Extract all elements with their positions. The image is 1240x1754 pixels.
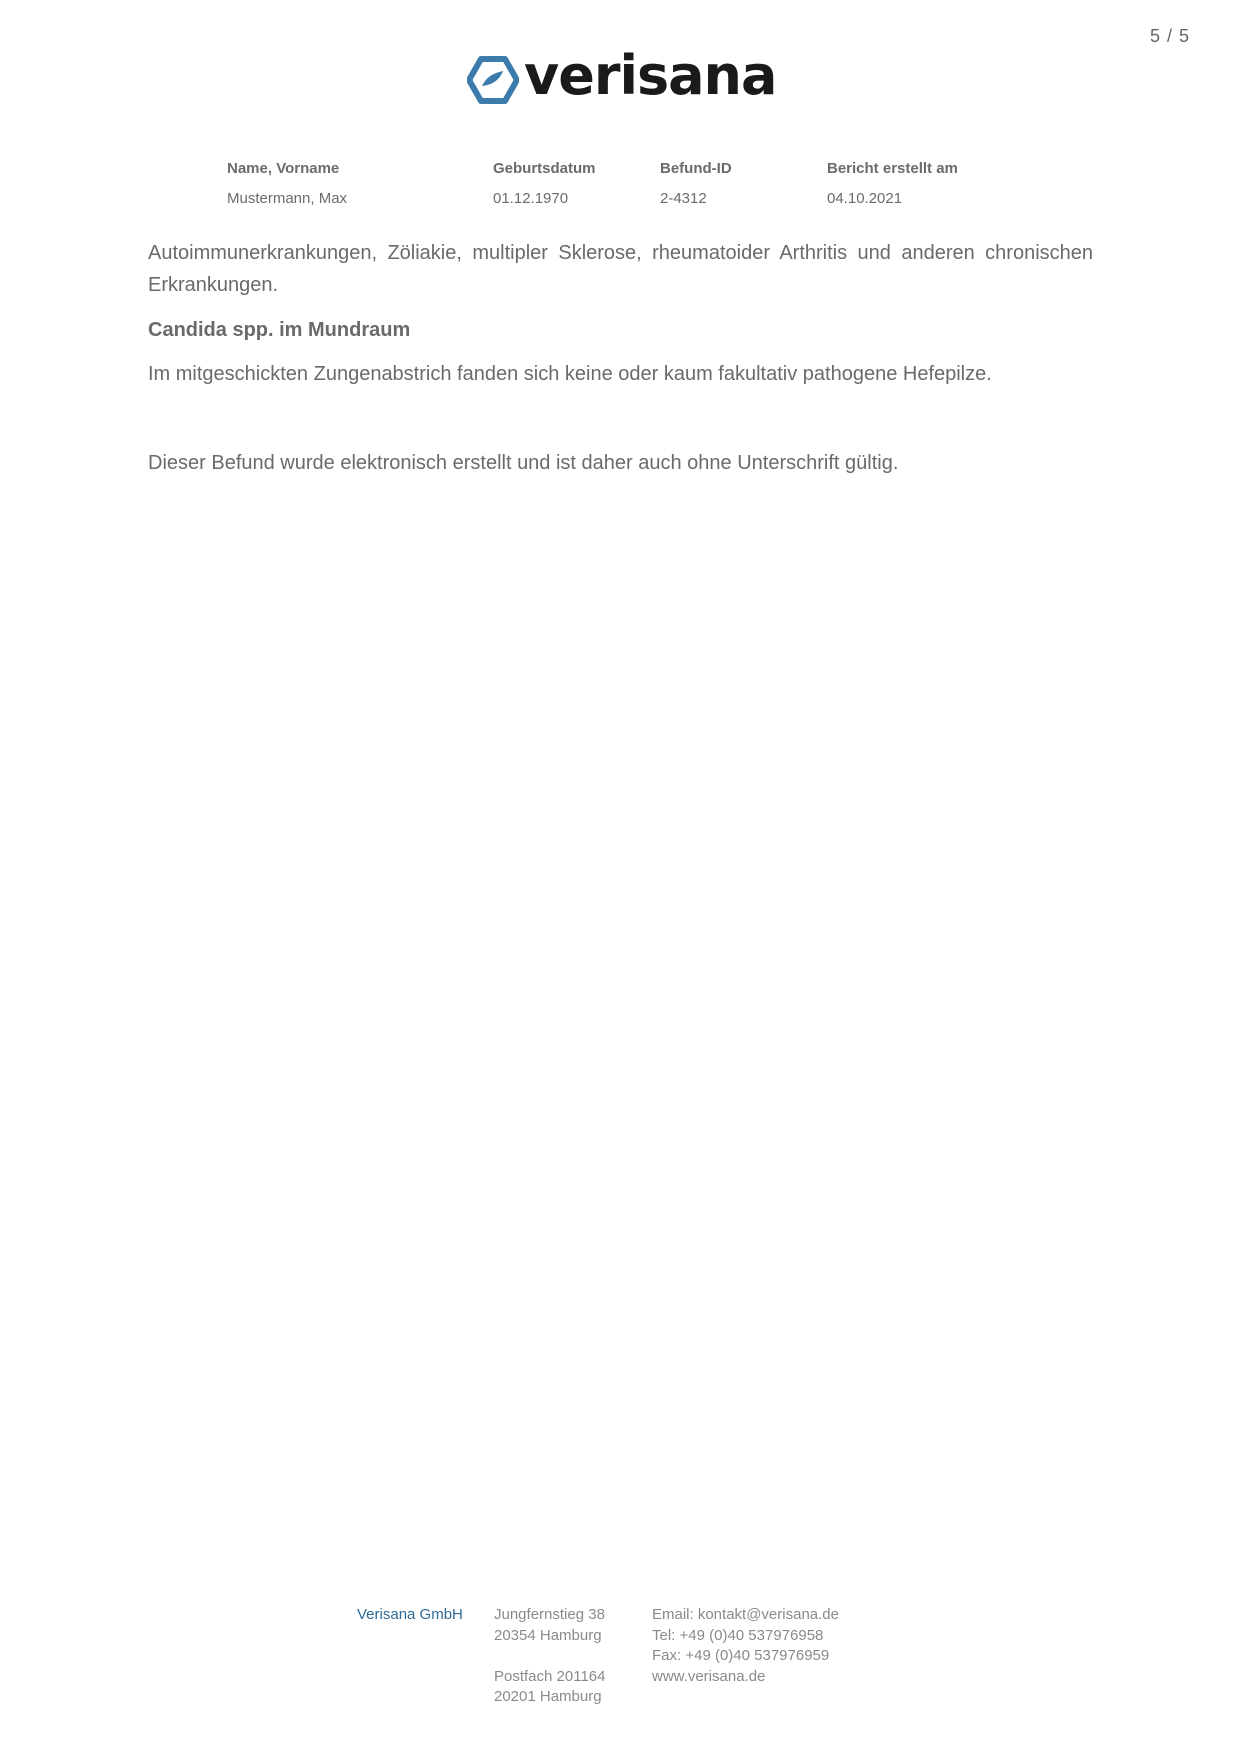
footer-web: www.verisana.de (652, 1667, 766, 1685)
patient-name-label: Name, Vorname (227, 160, 340, 177)
report-id-field (660, 160, 732, 207)
signature-note: Dieser Befund wurde elektronisch erstellt und ist daher auch ohne Unterschrift gültig. (148, 452, 899, 474)
birth-date-field (493, 160, 596, 207)
footer-company-block (357, 1605, 463, 1626)
report-date-value: 04.10.2021 (827, 190, 903, 207)
report-id-value: 2-4312 (660, 190, 707, 207)
page-number: 5 / 5 (1150, 26, 1191, 46)
report-date-label: Bericht erstellt am (827, 160, 958, 177)
footer-address-block (494, 1605, 605, 1708)
footer-tel: Tel: +49 (0)40 537976958 (652, 1626, 824, 1644)
birth-date-label: Geburtsdatum (493, 160, 596, 177)
footer-company: Verisana GmbH (357, 1606, 463, 1623)
footer-fax: Fax: +49 (0)40 537976959 (652, 1647, 830, 1664)
patient-name-value: Mustermann, Max (227, 190, 348, 207)
section-text: Im mitgeschickten Zungenabstrich fanden sich keine oder kaum fakultativ pathogene Hefepilze. (148, 363, 992, 385)
continued-paragraph: Autoimmunerkrankungen, Zöliakie, multipler Sklerose, rheumatoider Arthritis und anderen chronischen Erkrankungen. (148, 242, 1093, 296)
footer-email: Email: kontakt@verisana.de (652, 1606, 839, 1623)
footer-postbox: Postfach 201164 (494, 1667, 606, 1685)
report-id-label: Befund-ID (660, 160, 732, 177)
footer-postbox-city: 20201 Hamburg (494, 1688, 602, 1705)
report-date-field (827, 160, 958, 207)
footer-address-city: 20354 Hamburg (494, 1626, 602, 1644)
birth-date-value: 01.12.1970 (493, 190, 569, 207)
footer-contact-block (652, 1605, 839, 1687)
brand-name: verisana (524, 44, 777, 107)
section-heading: Candida spp. im Mundraum (148, 319, 411, 341)
patient-name-field (227, 160, 347, 207)
hexagon-logo-icon (467, 56, 519, 104)
verisana-logo (467, 44, 777, 108)
footer-address-street: Jungfernstieg 38 (494, 1606, 605, 1623)
